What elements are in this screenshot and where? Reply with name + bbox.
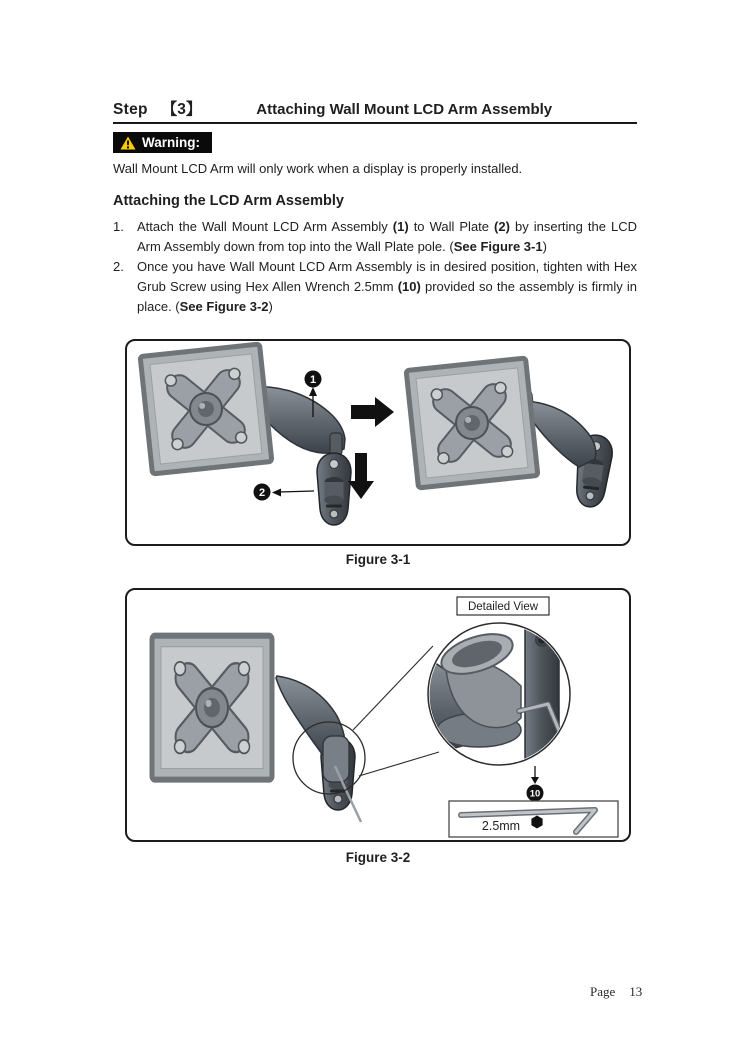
instruction-list bbox=[113, 217, 637, 317]
monitor-back bbox=[152, 635, 272, 779]
svg-text:1: 1 bbox=[309, 373, 317, 386]
svg-text:Detailed View: Detailed View bbox=[467, 600, 539, 613]
figure-3-2-caption: Figure 3-2 bbox=[345, 849, 411, 865]
page-header bbox=[113, 97, 637, 124]
warning-text: Wall Mount LCD Arm will only work when a display is properly installed. bbox=[113, 160, 523, 176]
callout-2 bbox=[254, 483, 315, 500]
arm-pole-tip bbox=[330, 433, 342, 455]
figure-3-1-illustration bbox=[127, 341, 629, 544]
list-item bbox=[113, 257, 637, 317]
wrench-spec-box bbox=[449, 801, 618, 837]
figure-3-1-caption: Figure 3-1 bbox=[345, 551, 411, 567]
wall-plate-detached bbox=[317, 453, 351, 525]
svg-text:2: 2 bbox=[258, 486, 266, 499]
detail-connector-line bbox=[359, 752, 439, 776]
figure-3-2 bbox=[125, 588, 631, 842]
section-heading: Attaching the LCD Arm Assembly bbox=[113, 192, 344, 209]
figure-3-1 bbox=[125, 339, 631, 546]
list-item-number: 1. bbox=[113, 218, 124, 234]
footer-page-label: Page bbox=[590, 984, 616, 999]
detailed-view-circle bbox=[425, 616, 570, 772]
list-item bbox=[113, 217, 637, 257]
detail-connector-line bbox=[353, 646, 433, 730]
arm-sleeve bbox=[323, 736, 349, 782]
list-item-text: Once you have Wall Mount LCD Arm Assembly is in desired position, tighten with Hex Grub Screw using Hex Allen Wrench 2.5mm (10) provided so the assembly is firmly in place. (See Figure 3-2) bbox=[137, 258, 637, 314]
page-footer bbox=[590, 984, 642, 1000]
footer-page-number: 13 bbox=[629, 984, 643, 999]
step-label: Step bbox=[113, 101, 148, 118]
page-title: Attaching Wall Mount LCD Arm Assembly bbox=[256, 101, 553, 118]
figure-3-2-illustration bbox=[127, 590, 629, 840]
arrow-right-icon bbox=[351, 397, 394, 427]
step-number: 【3】 bbox=[161, 101, 202, 118]
warning-badge bbox=[113, 132, 212, 153]
callout-10 bbox=[527, 766, 544, 802]
monitor-back bbox=[140, 344, 272, 474]
warning-badge-label: Warning: bbox=[142, 135, 200, 150]
monitor-back bbox=[406, 358, 538, 488]
lcd-arm-assembly-mounted bbox=[406, 358, 614, 509]
warning-triangle-icon bbox=[120, 136, 136, 150]
svg-text:2.5mm: 2.5mm bbox=[481, 818, 521, 833]
arrow-down-icon bbox=[348, 453, 374, 499]
lcd-arm-assembly-detached bbox=[140, 344, 345, 474]
list-item-text: Attach the Wall Mount LCD Arm Assembly (1) to Wall Plate (2) by inserting the LCD Arm Assembly down from top into the Wall Plate pole. (See Figure 3-1) bbox=[137, 218, 637, 254]
list-item-number: 2. bbox=[113, 258, 124, 274]
detailed-view-label bbox=[457, 597, 549, 615]
svg-text:10: 10 bbox=[529, 788, 541, 799]
